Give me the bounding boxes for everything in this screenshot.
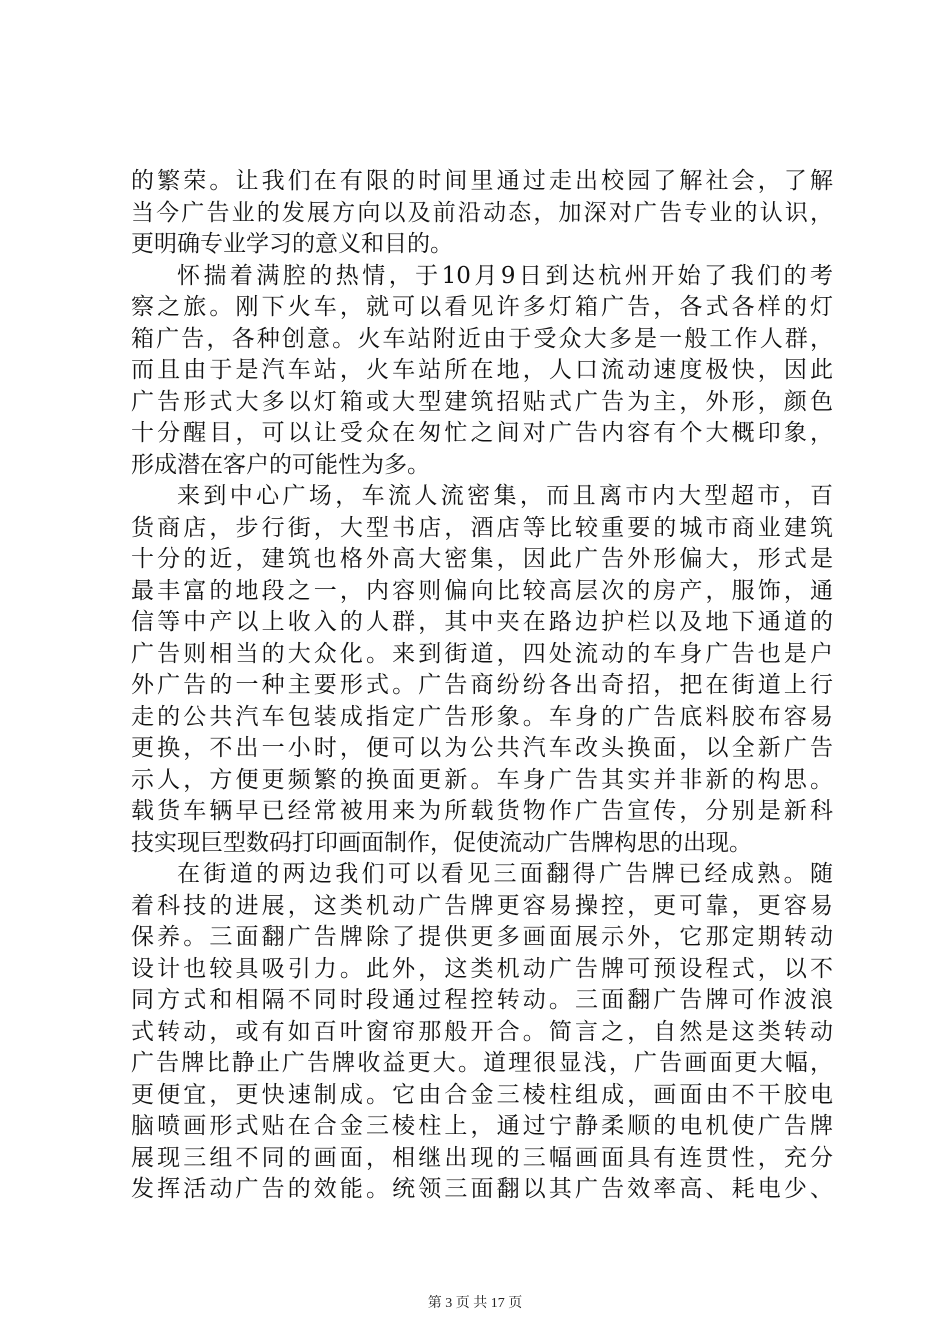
paragraph-line: 更便宜，更快速制成。它由合金三棱柱组成，画面由不干胶电 — [131, 1081, 833, 1108]
paragraph-1 — [131, 166, 833, 261]
paragraph-line: 发挥活动广告的效能。统领三面翻以其广告效率高、耗电少、 — [131, 1176, 833, 1202]
paragraph-line: 察之旅。刚下火车，就可以看见许多灯箱广告，各式各样的灯 — [131, 294, 833, 320]
paragraph-line: 怀揣着满腔的热情，于10月9日到达杭州开始了我们的考 — [177, 262, 833, 289]
paragraph-line: 外广告的一种主要形式。广告商纷纷各出奇招，把在街道上行 — [131, 672, 833, 698]
page-number-footer: 第 3 页 共 17 页 — [427, 1296, 523, 1311]
paragraph-line: 箱广告，各种创意。火车站附近由于受众大多是一般工作人群， — [131, 325, 833, 352]
paragraph-line: 式转动，或有如百叶窗帘那般开合。简言之，自然是这类转动 — [131, 1018, 833, 1045]
paragraph-line: 形成潜在客户的可能性为多。 — [131, 451, 430, 478]
paragraph-line: 着科技的进展，这类机动广告牌更容易操控，更可靠，更容易 — [131, 892, 833, 919]
paragraph-line: 走的公共汽车包装成指定广告形象。车身的广告底料胶布容易 — [131, 703, 833, 730]
paragraph-line: 当今广告业的发展方向以及前沿动态，加深对广告专业的认识， — [131, 199, 833, 226]
paragraph-line: 来到中心广场，车流人流密集，而且离市内大型超市，百 — [177, 483, 833, 509]
paragraph-line: 而且由于是汽车站，火车站所在地，人口流动速度极快，因此 — [131, 357, 833, 383]
paragraph-3 — [131, 481, 833, 859]
paragraph-4 — [131, 859, 833, 1206]
paragraph-line: 的繁荣。让我们在有限的时间里通过走出校园了解社会，了解 — [131, 168, 833, 194]
paragraph-line: 货商店，步行街，大型书店，酒店等比较重要的城市商业建筑 — [131, 514, 833, 541]
document-body — [131, 166, 833, 1206]
paragraph-line: 在街道的两边我们可以看见三面翻得广告牌已经成熟。随 — [177, 861, 833, 887]
paragraph-line: 保养。三面翻广告牌除了提供更多画面展示外，它那定期转动 — [131, 924, 833, 950]
paragraph-line: 最丰富的地段之一，内容则偏向比较高层次的房产，服饰，通 — [131, 577, 833, 604]
paragraph-line: 载货车辆早已经常被用来为所载货物作广告宣传，分别是新科 — [131, 798, 833, 824]
paragraph-line: 广告形式大多以灯箱或大型建筑招贴式广告为主，外形，颜色 — [131, 388, 833, 415]
paragraph-2 — [131, 261, 833, 482]
paragraph-line: 更换，不出一小时，便可以为公共汽车改头换面，以全新广告 — [131, 735, 833, 761]
paragraph-line: 脑喷画形式贴在合金三棱柱上，通过宁静柔顺的电机使广告牌 — [131, 1113, 833, 1139]
paragraph-line: 广告牌比静止广告牌收益更大。道理很显浅，广告画面更大幅， — [131, 1050, 833, 1076]
paragraph-line: 展现三组不同的画面，相继出现的三幅画面具有连贯性，充分 — [131, 1144, 833, 1171]
paragraph-line: 同方式和相隔不同时段通过程控转动。三面翻广告牌可作波浪 — [131, 987, 833, 1013]
paragraph-line: 十分醒目，可以让受众在匆忙之间对广告内容有个大概印象， — [131, 420, 833, 446]
paragraph-line: 设计也较具吸引力。此外，这类机动广告牌可预设程式，以不 — [131, 955, 833, 982]
paragraph-line: 信等中产以上收入的人群，其中夹在路边护栏以及地下通道的 — [131, 609, 833, 635]
paragraph-line: 十分的近，建筑也格外高大密集，因此广告外形偏大，形式是 — [131, 546, 833, 572]
paragraph-line: 更明确专业学习的意义和目的。 — [131, 231, 453, 257]
paragraph-line: 广告则相当的大众化。来到街道，四处流动的车身广告也是户 — [131, 640, 833, 667]
paragraph-line: 示人，方便更频繁的换面更新。车身广告其实并非新的构思。 — [131, 766, 833, 793]
paragraph-line: 技实现巨型数码打印画面制作，促使流动广告牌构思的出现。 — [131, 829, 752, 856]
